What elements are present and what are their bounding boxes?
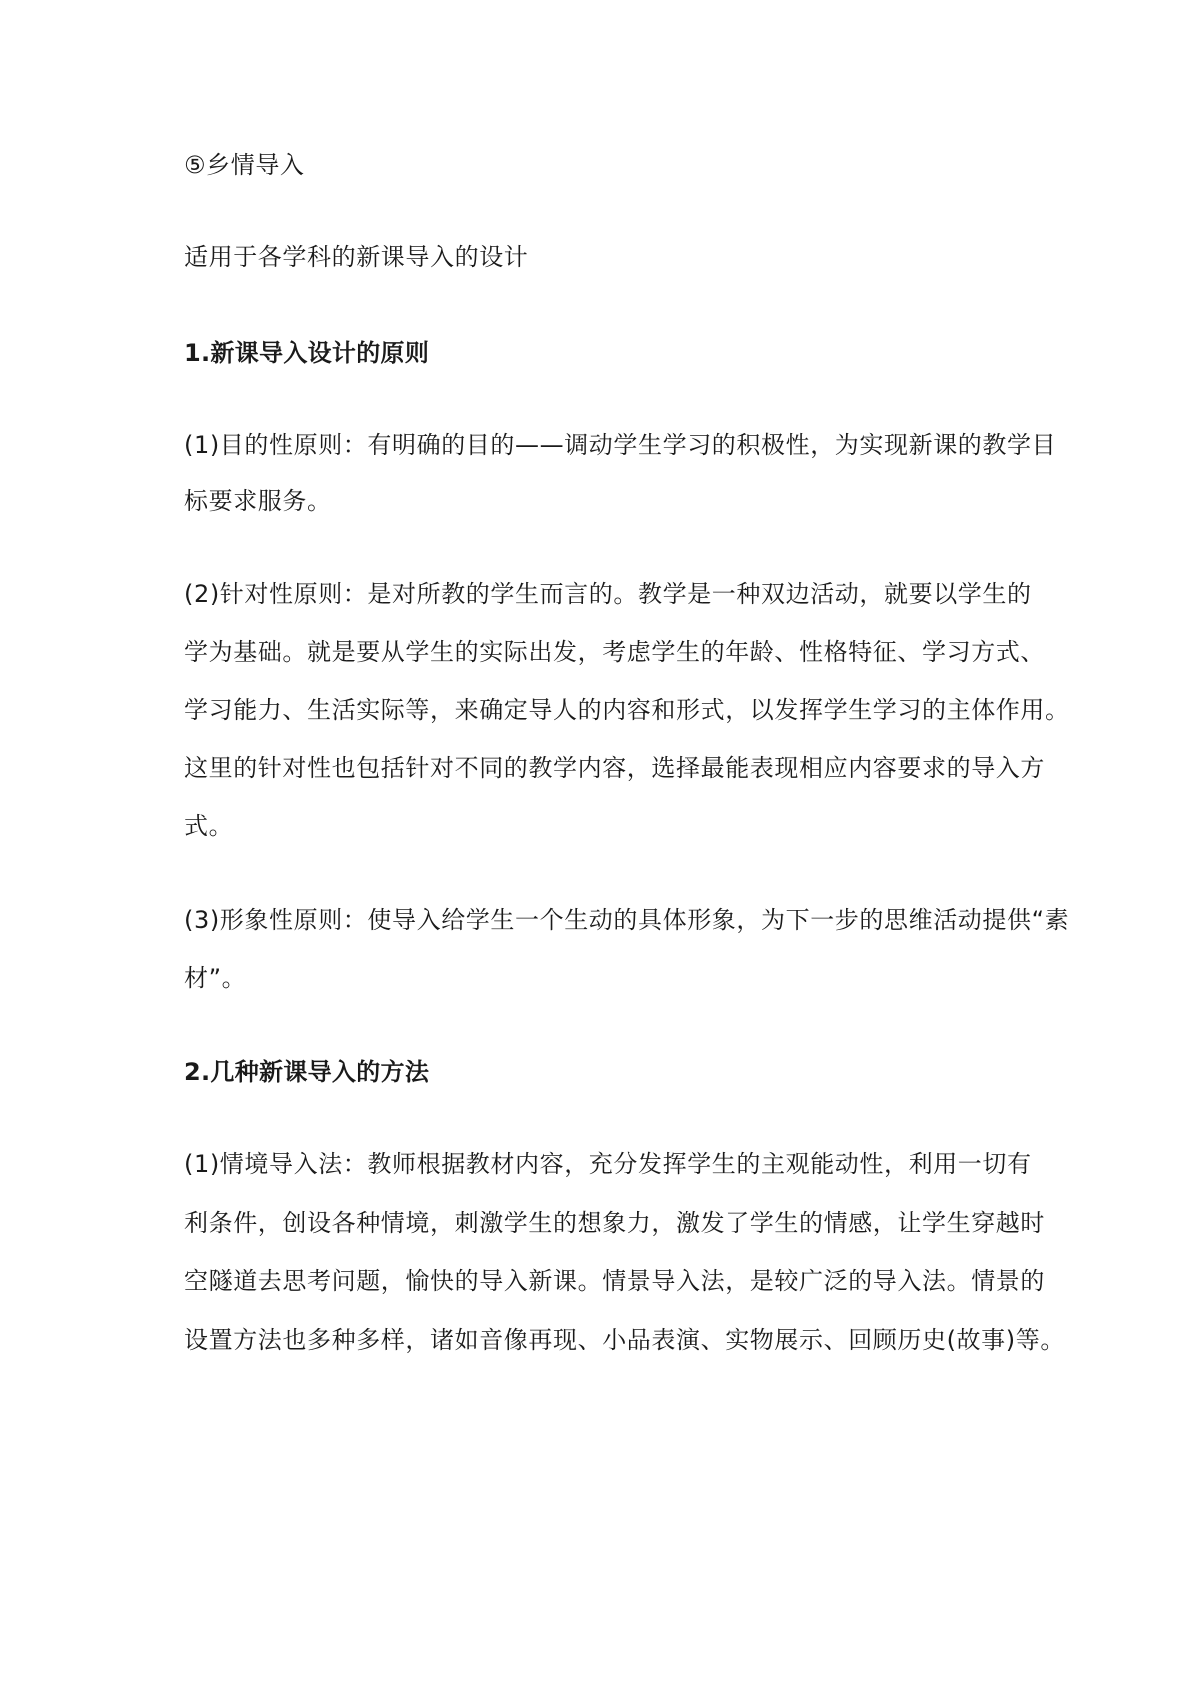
paragraph-line: 材”。 [184, 964, 247, 992]
paragraph-line: 设置方法也多种多样，诸如音像再现、小品表演、实物展示、回顾历史(故事)等。 [184, 1326, 1065, 1354]
paragraph-line: 式。 [184, 812, 234, 840]
intro-line: 适用于各学科的新课导入的设计 [184, 243, 529, 271]
paragraph-line: 标要求服务。 [184, 487, 332, 515]
paragraph-line: 学习能力、生活实际等，来确定导人的内容和形式，以发挥学生学习的主体作用。 [184, 696, 1070, 724]
paragraph-line: (2)针对性原则：是对所教的学生而言的。教学是一种双边活动，就要以学生的 [184, 580, 1032, 608]
paragraph-line: 空隧道去思考问题，愉快的导入新课。情景导入法，是较广泛的导入法。情景的 [184, 1267, 1045, 1295]
paragraph-line: 学为基础。就是要从学生的实际出发，考虑学生的年龄、性格特征、学习方式、 [184, 638, 1045, 666]
section-1-title: 1.新课导入设计的原则 [184, 339, 430, 367]
section-heading-xiangqing: ⑤乡情导入 [184, 151, 305, 179]
paragraph-line: (1)情境导入法：教师根据教材内容，充分发挥学生的主观能动性，利用一切有 [184, 1150, 1032, 1178]
paragraph-line: (3)形象性原则：使导入给学生一个生动的具体形象，为下一步的思维活动提供“素 [184, 906, 1070, 934]
section-2-title: 2.几种新课导入的方法 [184, 1058, 430, 1086]
paragraph-line: (1)目的性原则：有明确的目的——调动学生学习的积极性，为实现新课的教学目 [184, 431, 1057, 459]
paragraph-line: 利条件，创设各种情境，刺激学生的想象力，激发了学生的情感，让学生穿越时 [184, 1209, 1045, 1237]
paragraph-line: 这里的针对性也包括针对不同的教学内容，选择最能表现相应内容要求的导入方 [184, 754, 1045, 782]
